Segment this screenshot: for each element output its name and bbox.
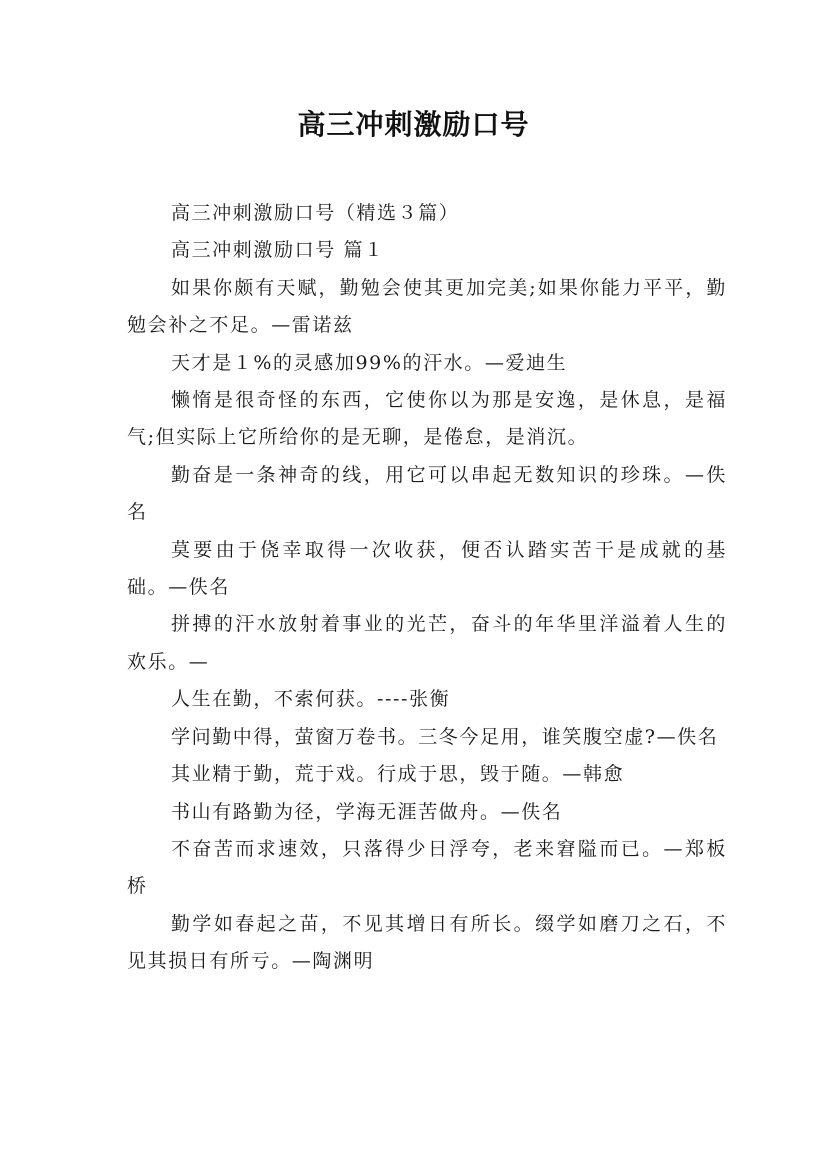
paragraph: 书山有路勤为径，学海无涯苦做舟。—佚名 (171, 800, 563, 823)
paragraph: 如果你颇有天赋，勤勉会使其更加完美;如果你能力平平，勤勉会补之不足。—雷诺兹 (127, 276, 727, 337)
paragraph: 学问勤中得，萤窗万卷书。三冬今足用，谁笑腹空虚?—佚名 (171, 725, 719, 748)
paragraph: 勤学如春起之苗，不见其增日有所长。缀学如磨刀之石，不见其损日有所亏。—陶渊明 (127, 912, 727, 973)
paragraph: 其业精于勤，荒于戏。行成于思，毁于随。—韩愈 (171, 763, 625, 786)
paragraph: 人生在勤，不索何获。----张衡 (171, 688, 451, 711)
document-title: 高三冲刺激励口号 (297, 108, 530, 141)
paragraph: 拼搏的汗水放射着事业的光芒，奋斗的年华里洋溢着人生的欢乐。— (127, 613, 727, 673)
paragraph: 高三冲刺激励口号 篇１ (171, 239, 385, 262)
paragraph: 勤奋是一条神奇的线，用它可以串起无数知识的珍珠。—佚名 (127, 463, 727, 524)
paragraph: 天才是１%的灵感加99%的汗水。—爱迪生 (171, 351, 568, 374)
document-body (127, 195, 727, 981)
paragraph: 不奋苦而求速效，只落得少日浮夸，老来窘隘而已。—郑板桥 (127, 837, 727, 898)
paragraph: 莫要由于侥幸取得一次收获，便否认踏实苦干是成就的基础。—佚名 (127, 538, 727, 599)
paragraph: 懒惰是很奇怪的东西，它使你以为那是安逸，是休息，是福气;但实际上它所给你的是无聊，是倦怠，是消沉。 (127, 389, 727, 449)
paragraph: 高三冲刺激励口号（精选３篇） (171, 202, 460, 224)
